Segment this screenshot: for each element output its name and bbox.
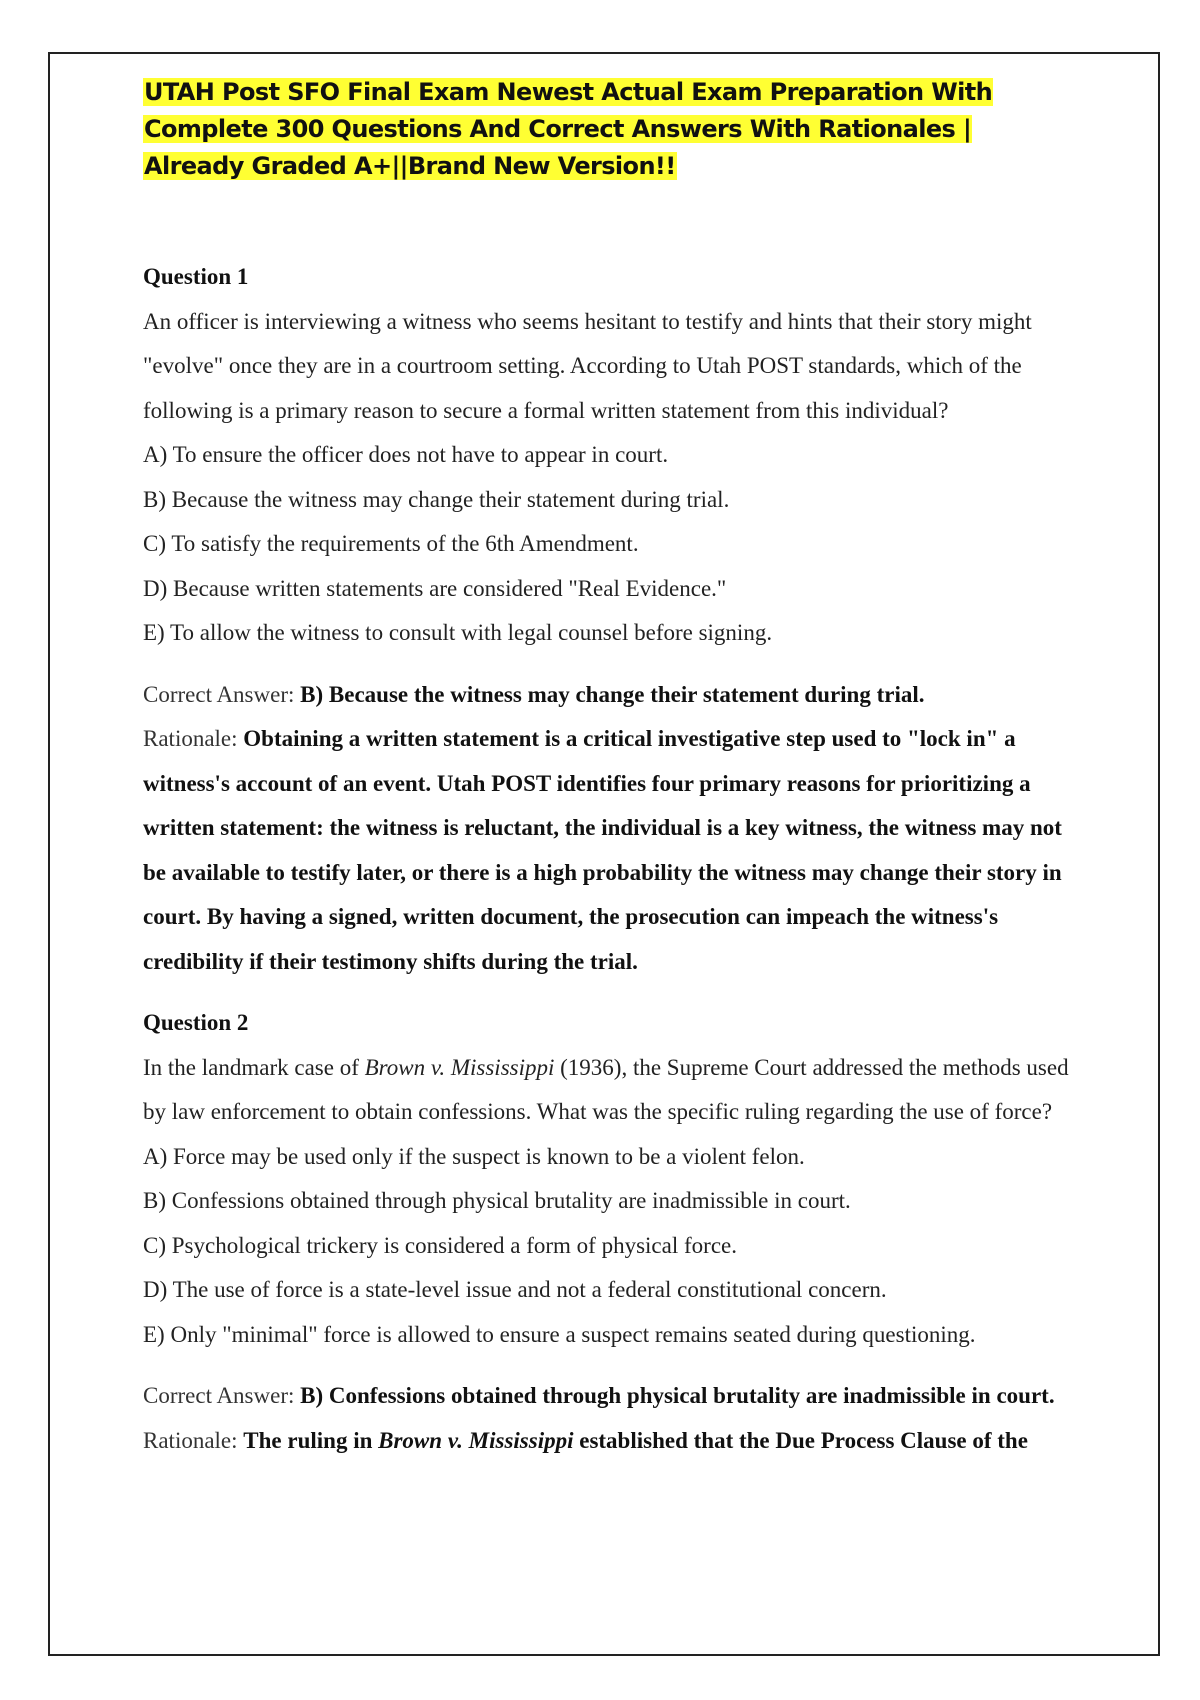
document-content — [143, 74, 1073, 1463]
question-text-end: (1936), the Supreme Court addressed the methods used by law enforcement to obtain confessions. What was the specific ruling regarding the use of force? — [143, 1054, 1069, 1124]
question-text-start: In the landmark case of — [143, 1054, 365, 1080]
question-2 — [143, 1001, 1073, 1463]
option-d: D) Because written statements are considered "Real Evidence." — [143, 575, 727, 601]
rationale — [143, 717, 1073, 984]
option-d: D) The use of force is a state-level issue and not a federal constitutional concern. — [143, 1277, 887, 1302]
correct-answer — [143, 1374, 1073, 1419]
answer-options — [143, 1135, 1073, 1358]
rationale-label: Rationale: — [143, 1427, 244, 1453]
option-e: E) Only "minimal" force is allowed to ensure a suspect remains seated during questioning. — [143, 1321, 976, 1347]
correct-answer-label: Correct Answer: — [143, 1383, 301, 1408]
correct-answer-label: Correct Answer: — [143, 681, 301, 707]
rationale-label: Rationale: — [143, 726, 244, 751]
rationale-text: Obtaining a written statement is a critical investigative step used to "lock in" a witness's account of an event. Utah POST identifies four primary reasons for prioritizing a written statement: the witness is reluctant, the individual is a key witness, the witness may not be available to testify later, or there is a high probability the witness may change their story in court. By having a signed, written document, the prosecution can impeach the witness's credibility if their testimony shifts during the trial. — [143, 726, 1062, 974]
answer-options — [143, 433, 1073, 656]
rationale-text-end: established that the Due Process Clause of the — [573, 1427, 1028, 1453]
option-a: A) Force may be used only if the suspect is known to be a violent felon. — [143, 1143, 805, 1169]
title-highlight: UTAH Post SFO Final Exam Newest Actual Exam Preparation With Complete 300 Questions And Correct Answers With Rationales | Already Graded A+||Brand New Version!! — [144, 78, 993, 180]
rationale-case-name: Brown v. Mississippi — [378, 1427, 574, 1453]
answer-block — [143, 1374, 1073, 1463]
rationale-text-start: The ruling in — [243, 1427, 379, 1453]
document-title — [143, 74, 1073, 185]
correct-answer-value: B) Confessions obtained through physical brutality are inadmissible in court. — [300, 1383, 1055, 1408]
option-e: E) To allow the witness to consult with legal counsel before signing. — [143, 620, 773, 645]
option-b: B) Confessions obtained through physical brutality are inadmissible in court. — [143, 1188, 851, 1213]
correct-answer — [143, 673, 1073, 718]
option-c: C) Psychological trickery is considered a form of physical force. — [143, 1232, 737, 1258]
correct-answer-value: B) Because the witness may change their statement during trial. — [300, 681, 925, 707]
question-1 — [143, 255, 1073, 984]
option-c: C) To satisfy the requirements of the 6th Amendment. — [143, 531, 639, 556]
case-name: Brown v. Mississippi — [364, 1054, 555, 1080]
question-heading: Question 2 — [143, 1010, 249, 1035]
answer-block — [143, 673, 1073, 985]
question-heading: Question 1 — [143, 264, 249, 289]
option-b: B) Because the witness may change their statement during trial. — [143, 486, 730, 512]
question-text: An officer is interviewing a witness who seems hesitant to testify and hints that their story might "evolve" once they are in a courtroom setting. According to Utah POST standards, which of the following is a primary reason to secure a formal written statement from this individual? — [143, 308, 1032, 423]
option-a: A) To ensure the officer does not have to appear in court. — [143, 442, 669, 467]
rationale — [143, 1419, 1073, 1464]
question-text — [143, 1046, 1073, 1135]
